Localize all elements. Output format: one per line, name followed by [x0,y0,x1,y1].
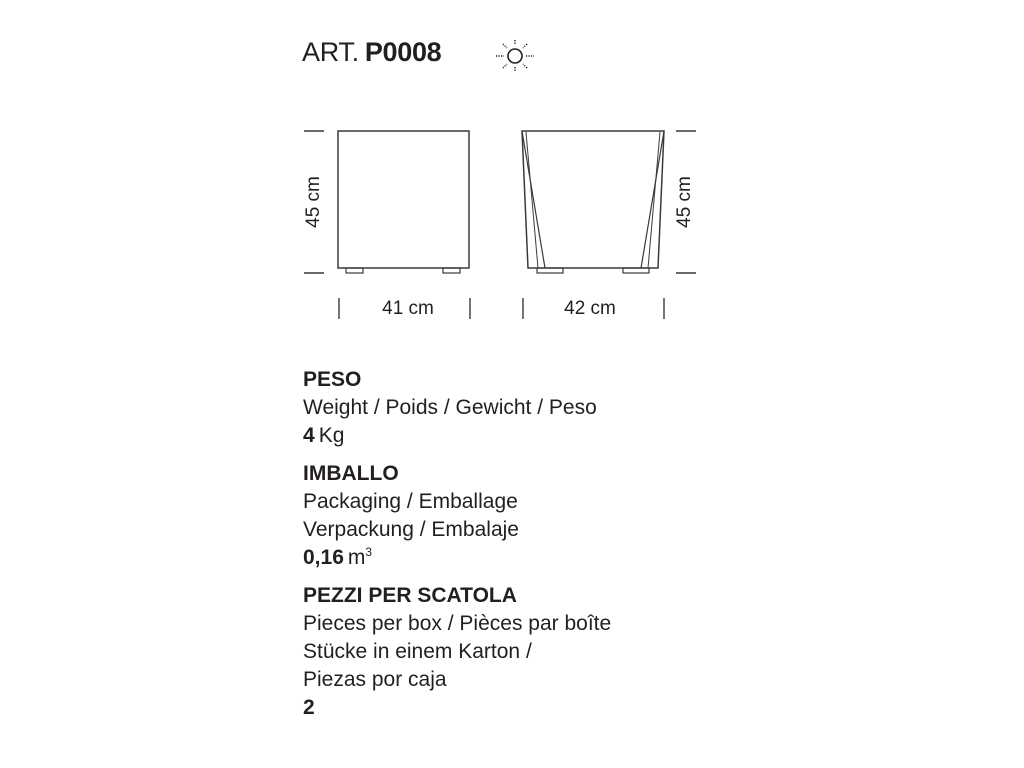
front-height-label: 45 cm [303,176,324,228]
weight-heading: PESO [303,368,362,391]
side-height-label: 45 cm [674,176,695,228]
pieces-heading: PEZZI PER SCATOLA [303,584,517,607]
packaging-unit-exponent: 3 [365,545,373,559]
pieces-spec [303,582,723,722]
article-prefix: ART. [302,37,359,67]
pieces-translations-1: Pieces per box / Pièces par boîte [303,612,612,635]
packaging-translations-2: Verpackung / Embalaje [303,518,519,541]
packaging-value [303,544,723,572]
pieces-translations-2: Stücke in einem Karton / [303,640,532,663]
dimension-drawing [0,0,1024,340]
article-code: P0008 [364,37,442,67]
pieces-translations-3: Piezas por caja [303,668,447,691]
packaging-spec [303,460,723,572]
weight-translations: Weight / Poids / Gewicht / Peso [303,396,597,419]
packaging-number: 0,16 [303,546,344,569]
weight-spec [303,366,723,450]
specifications [303,366,723,732]
front-view-drawing [304,131,470,319]
side-width-label: 42 cm [564,298,616,319]
weight-value [303,422,723,450]
pieces-number: 2 [303,696,315,719]
front-width-label: 41 cm [382,298,434,319]
packaging-unit: m [347,546,366,569]
weight-unit: Kg [318,424,345,447]
weight-number: 4 [303,424,315,447]
packaging-heading: IMBALLO [303,462,399,485]
side-view-drawing [522,131,696,319]
packaging-translations-1: Packaging / Emballage [303,490,518,513]
pieces-value [303,694,723,722]
